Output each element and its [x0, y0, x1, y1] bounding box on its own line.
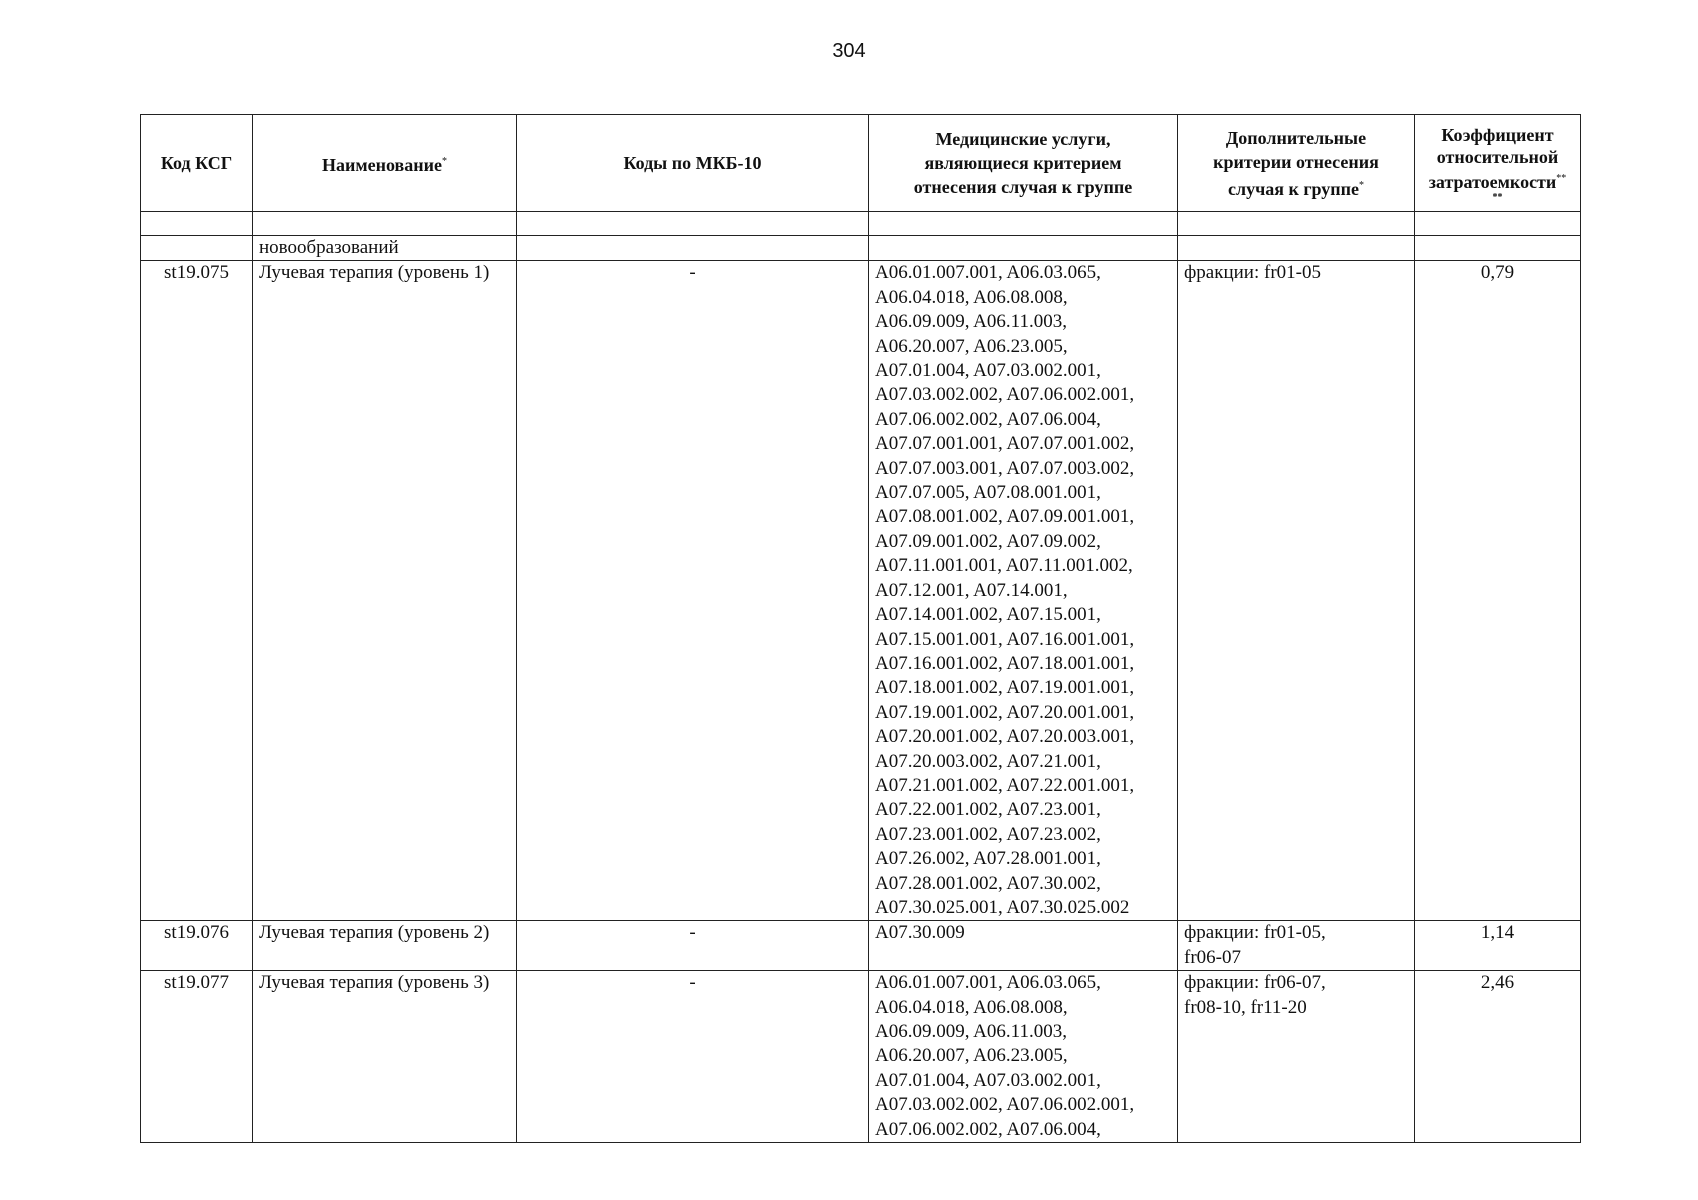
continuation-row: [141, 236, 1581, 261]
header-coef-mark: **: [1556, 172, 1567, 184]
table-row: [141, 921, 1581, 971]
row-coef: 1,14: [1415, 921, 1581, 971]
table-row: [141, 261, 1581, 921]
header-coef-mark-2: **: [1492, 191, 1503, 203]
row-code: st19.075: [141, 261, 253, 921]
row-name: Лучевая терапия (уровень 2): [253, 921, 517, 971]
table-row: [141, 971, 1581, 1143]
continuation-name: новообразований: [253, 236, 517, 261]
header-code: Код КСГ: [141, 115, 253, 212]
row-coef: 2,46: [1415, 971, 1581, 1143]
row-mkb: -: [517, 921, 869, 971]
row-services: A07.30.009: [869, 921, 1178, 971]
spacer-row: [141, 212, 1581, 236]
header-mkb: Коды по МКБ-10: [517, 115, 869, 212]
row-name: Лучевая терапия (уровень 3): [253, 971, 517, 1143]
row-mkb: -: [517, 261, 869, 921]
header-services: Медицинские услуги, являющиеся критерием отнесения случая к группе: [869, 115, 1178, 212]
row-coef: 0,79: [1415, 261, 1581, 921]
row-services: A06.01.007.001, A06.03.065, A06.04.018, A06.08.008, A06.09.009, A06.11.003, A06.20.007, A06.23.005, A07.01.004, A07.03.002.001, A07.03.002.002, A07.06.002.001, A07.06.002.002, A07.06.004, A07.07.001.001, A07.07.001.002, A07.07.003.001, A07.07.003.002, A07.07.005, A07.08.001.001, A07.08.001.002, A07.09.001.001, A07.09.001.002, A07.09.002, A07.11.001.001, A07.11.001.002, A07.12.001, A07.14.001, A07.14.001.002, A07.15.001, A07.15.001.001, A07.16.001.001, A07.16.001.002, A07.18.001.001, A07.18.001.002, A07.19.001.001, A07.19.001.002, A07.20.001.001, A07.20.001.002, A07.20.003.001, A07.20.003.002, A07.21.001, A07.21.001.002, A07.22.001.001, A07.22.001.002, A07.23.001, A07.23.001.002, A07.23.002, A07.26.002, A07.28.001.001, A07.28.001.002, A07.30.002, A07.30.025.001, A07.30.025.002: [869, 261, 1178, 921]
page-number: 304: [832, 40, 866, 62]
row-mkb: -: [517, 971, 869, 1143]
row-code: st19.076: [141, 921, 253, 971]
row-extra: фракции: fr01-05, fr06-07: [1178, 921, 1415, 971]
ksg-table: [140, 114, 1581, 1143]
row-name: Лучевая терапия (уровень 1): [253, 261, 517, 921]
header-name: Наименование*: [253, 115, 517, 212]
header-coef: Коэффициент относительной затратоемкости** **: [1415, 115, 1581, 212]
header-extra: Дополнительные критерии отнесения случая к группе*: [1178, 115, 1415, 212]
row-extra: фракции: fr01-05: [1178, 261, 1415, 921]
row-services: A06.01.007.001, A06.03.065, A06.04.018, A06.08.008, A06.09.009, A06.11.003, A06.20.007, A06.23.005, A07.01.004, A07.03.002.001, A07.03.002.002, A07.06.002.001, A07.06.002.002, A07.06.004,: [869, 971, 1178, 1143]
header-name-mark: *: [442, 155, 447, 167]
row-code: st19.077: [141, 971, 253, 1143]
row-extra: фракции: fr06-07, fr08-10, fr11-20: [1178, 971, 1415, 1143]
header-extra-mark: *: [1359, 179, 1365, 191]
header-row: [141, 115, 1581, 212]
